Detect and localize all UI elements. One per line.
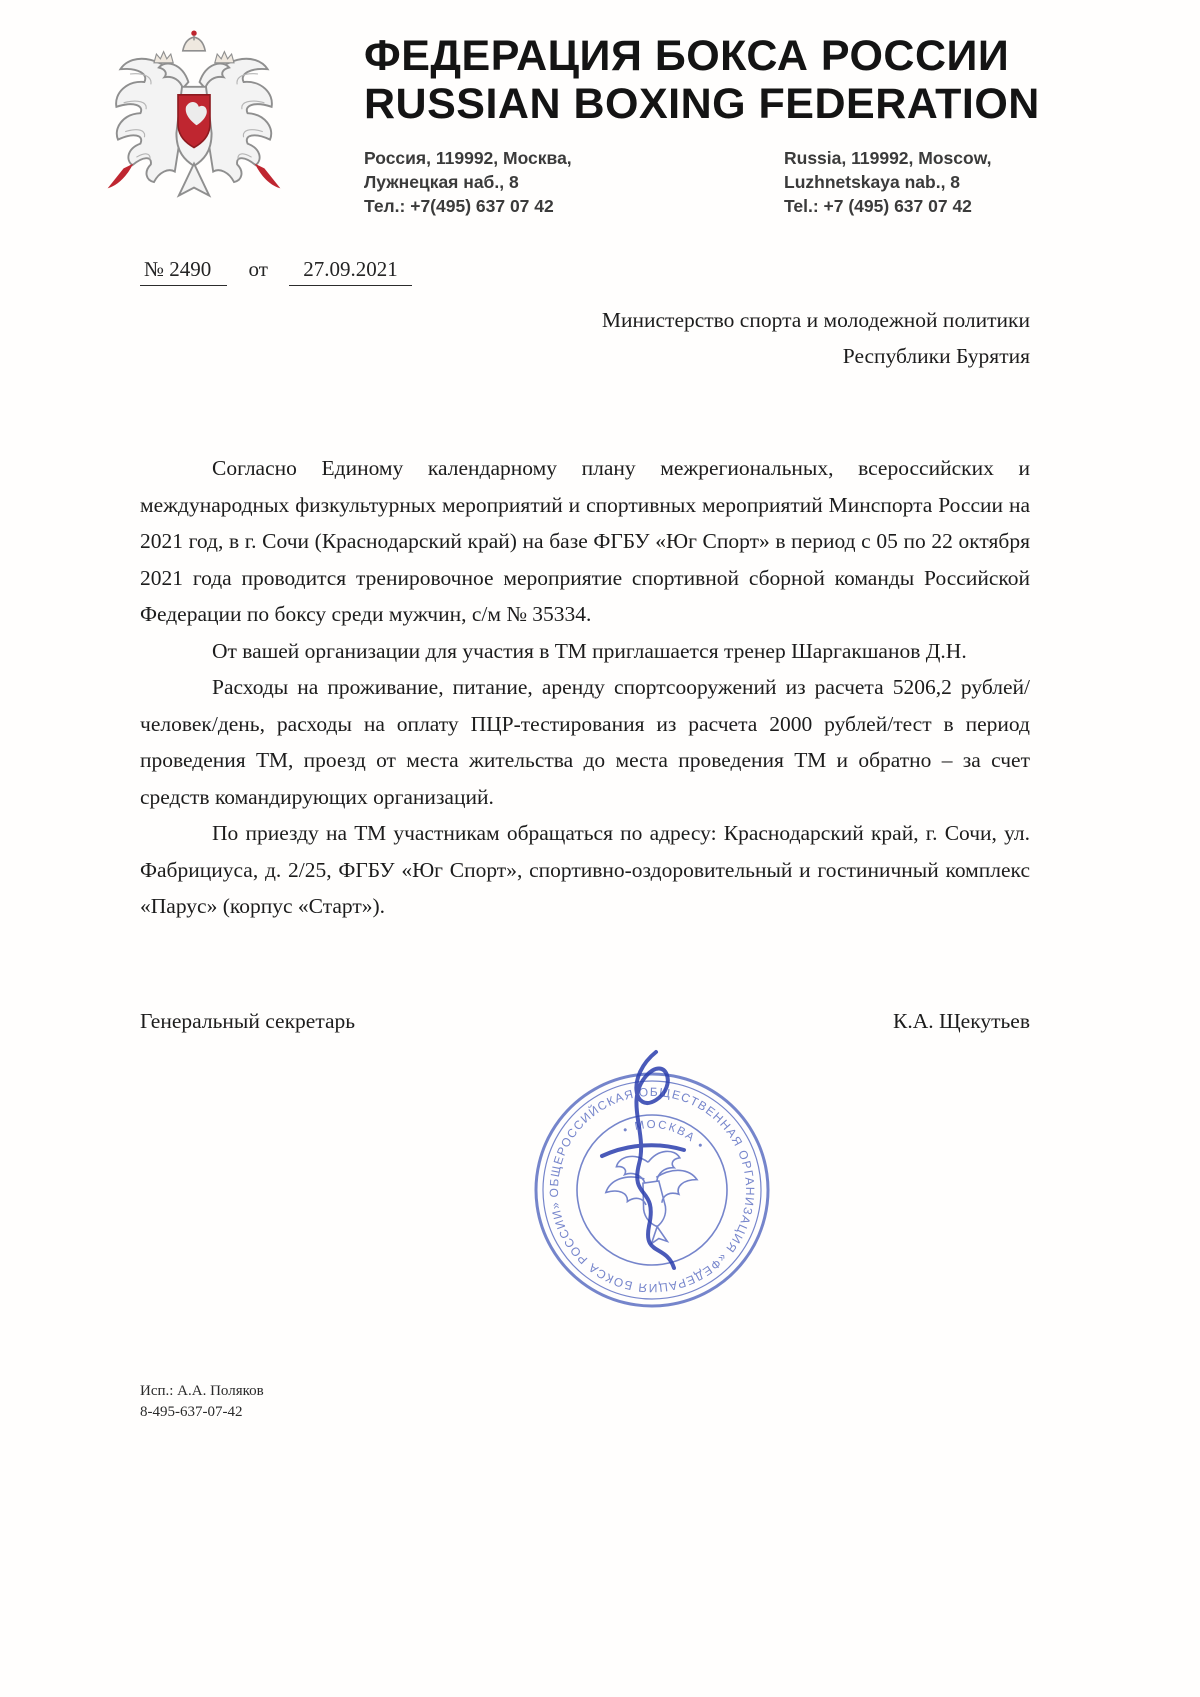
paragraph-1: Согласно Единому календарному плану межрегиональных, всероссийских и международных физкультурных мероприятий и спортивных мероприятий Минспорта России на 2021 год, в г. Сочи (Краснодарский край) на базе ФГБУ «Юг Спорт» в период с 05 по 22 октября 2021 года проводится тренировочное мероприятие спортивной сборной команды Российской Федерации по боксу среди мужчин, с/м № 35334. [140, 456, 1030, 626]
paragraph-4: По приезду на ТМ участникам обращаться по адресу: Краснодарский край, г. Сочи, ул. Фабрициуса, д. 2/25, ФГБУ «Юг Спорт», спортивно-оздоровительный и гостиничный комплекс «Парус» (корпус «Старт»). [140, 821, 1030, 918]
executor-phone: 8-495-637-07-42 [140, 1404, 243, 1420]
stamp-outer-text: ОБЩЕРОССИЙСКАЯ ОБЩЕСТВЕННАЯ ОРГАНИЗАЦИЯ «ФЕДЕРАЦИЯ БОКСА РОССИИ» [546, 1084, 758, 1296]
org-title-ru: ФЕДЕРАЦИЯ БОКСА РОССИИ [364, 32, 1010, 80]
address-line: Luzhnetskaya nab., 8 [784, 172, 961, 192]
doc-number: № 2490 [140, 257, 227, 286]
letterhead-text [364, 32, 1144, 218]
executor-block [140, 1381, 264, 1423]
address-block [364, 146, 1144, 218]
handwritten-signature [506, 1034, 766, 1294]
paragraph-2: От вашей организации для участия в ТМ приглашается тренер Шаргакшанов Д.Н. [212, 638, 967, 663]
address-en [784, 146, 1144, 218]
address-line: Россия, 119992, Москва, [364, 148, 572, 168]
rbf-double-eagle-logo [106, 16, 282, 225]
address-line: Лужнецкая наб., 8 [364, 172, 519, 192]
address-line: Тел.: +7(495) 637 07 42 [364, 196, 554, 216]
recipient-line: Министерство спорта и молодежной политики [601, 308, 1030, 332]
recipient-block [140, 302, 1030, 374]
address-line: Russia, 119992, Moscow, [784, 148, 992, 168]
letterhead [0, 0, 1200, 225]
executor-name: Исп.: А.А. Поляков [140, 1383, 264, 1399]
doc-date: 27.09.2021 [289, 257, 412, 286]
address-ru [364, 146, 784, 218]
recipient-line: Республики Бурятия [842, 344, 1030, 368]
paragraph-3: Расходы на проживание, питание, аренду спортсооружений из расчета 5206,2 рублей/человек/день, расходы на оплату ПЦР-тестирования из расчета 2000 рублей/тест в период проведения ТМ, проезд от места жительства до места проведения ТМ и обратно – за счет средств командирующих организаций. [140, 675, 1030, 809]
signatory-title: Генеральный секретарь [140, 1008, 356, 1033]
ot-label: от [248, 257, 268, 281]
signatory-name: К.А. Щекутьев [892, 1008, 1030, 1033]
reference-line [140, 257, 1030, 286]
address-line: Tel.: +7 (495) 637 07 42 [784, 196, 972, 216]
letter-body [140, 450, 1030, 925]
org-title-en: RUSSIAN BOXING FEDERATION [364, 80, 1040, 128]
stamp-inner-text: • МОСКВА • [621, 1118, 707, 1153]
signature-row [140, 1009, 1030, 1034]
